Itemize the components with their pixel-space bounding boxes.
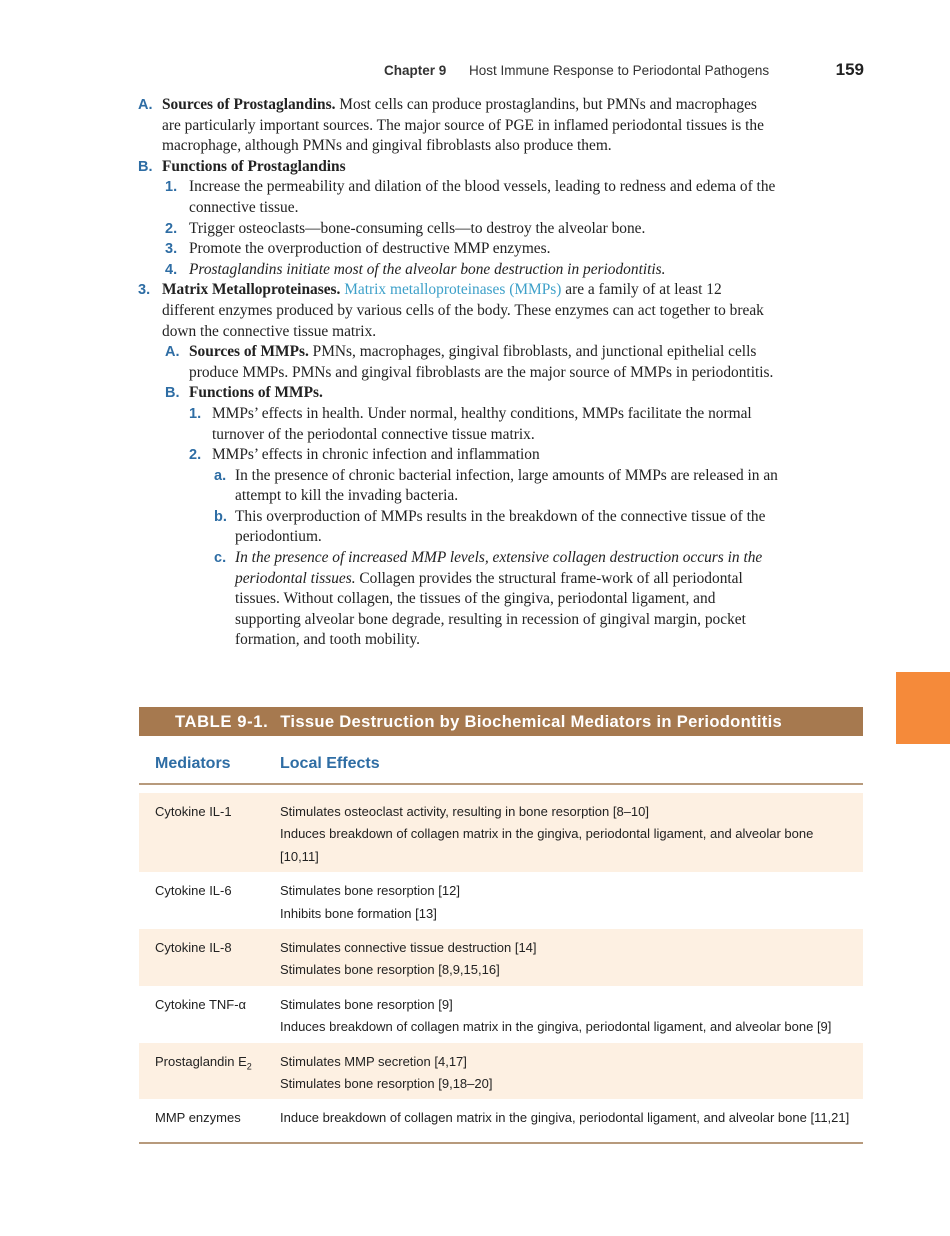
table-body (139, 793, 863, 1134)
item-heading: Functions of MMPs. (189, 384, 323, 402)
item-text: In the presence of chronic bacterial infection, large amounts of MMPs are released in an attempt to kill the invading bacteria. (235, 466, 778, 505)
effect-line: Stimulates bone resorption [9] (280, 996, 453, 1012)
list-marker: 1. (189, 405, 202, 422)
effect-line: Induce breakdown of collagen matrix in the gingiva, periodontal ligament, and alveolar bone [11,21] (280, 1110, 850, 1126)
local-effects-cell (280, 937, 850, 982)
list-item (138, 239, 778, 260)
list-item (138, 507, 778, 548)
effect-line: Stimulates bone resorption [9,18–20] (280, 1076, 493, 1092)
list-marker: 2. (189, 447, 202, 464)
running-header (384, 61, 864, 83)
mediator-cell: MMP enzymes (155, 1110, 241, 1126)
list-marker: c. (214, 550, 227, 567)
list-item-functions-prostaglandins (138, 157, 778, 178)
table-bottom-rule (139, 1142, 863, 1144)
local-effects-cell (280, 801, 850, 868)
list-marker: 3. (165, 241, 178, 258)
table-9-1 (139, 707, 863, 1144)
table-header-row (139, 749, 863, 785)
table-row (139, 986, 863, 1043)
list-marker: 3. (138, 282, 151, 299)
item-text: Prostaglandins initiate most of the alveolar bone destruction in periodontitis. (189, 260, 666, 278)
table-row (139, 1099, 863, 1133)
effect-line: Induces breakdown of collagen matrix in the gingiva, periodontal ligament, and alveolar bone [9] (280, 1019, 832, 1035)
mediator-cell: Cytokine IL-8 (155, 940, 232, 956)
item-text: Trigger osteoclasts—bone-consuming cells—to destroy the alveolar bone. (189, 219, 646, 237)
list-item-sources-prostaglandins (138, 95, 778, 157)
list-marker: b. (214, 508, 227, 525)
column-header-local-effects: Local Effects (280, 755, 380, 772)
item-text-italic: In the presence of increased MMP levels, extensive collagen destruction occurs in the periodontal tissues. (235, 549, 763, 587)
effect-line: Stimulates osteoclast activity, resulting in bone resorption [8–10] (280, 804, 650, 819)
list-item (138, 260, 778, 281)
mediator-subscript: 2 (246, 1061, 252, 1072)
list-item (138, 466, 778, 507)
list-item (138, 177, 778, 218)
table-title-bar (139, 707, 863, 736)
list-marker: A. (165, 344, 180, 361)
item-heading: Sources of Prostaglandins. (162, 96, 336, 113)
column-header-mediators: Mediators (155, 755, 231, 772)
list-item (138, 404, 778, 445)
list-item-functions-mmps (138, 383, 778, 404)
glossary-term-mmps[interactable]: Matrix metalloproteinases (MMPs) (344, 281, 562, 299)
list-item-sources-mmps (138, 342, 778, 383)
item-text: PMNs, macrophages, gingival fibroblasts, and junctional epithelial cells produce MMPs. PMNs and gingival fibroblasts are the major source of MMPs in periodontitis. (189, 343, 774, 381)
table-row (139, 1043, 863, 1100)
item-text: are a family of at least 12 different enzymes produced by various cells of the body. These enzymes can act together to break down the connective tissue matrix. (162, 281, 764, 340)
effect-line: Inhibits bone formation [13] (280, 905, 437, 921)
local-effects-cell (280, 1051, 850, 1096)
item-heading: Sources of MMPs. (189, 343, 309, 361)
effect-line: Induces breakdown of collagen matrix in the gingiva, periodontal ligament, and alveolar bone [10,11] (280, 826, 814, 864)
table-row (139, 929, 863, 986)
effect-line: Stimulates bone resorption [8,9,15,16] (280, 962, 500, 978)
page-number: 159 (835, 60, 864, 79)
effect-line: Stimulates bone resorption [12] (280, 883, 460, 899)
list-item (138, 219, 778, 240)
list-marker: A. (138, 97, 153, 113)
chapter-title: Host Immune Response to Periodontal Pathogens (469, 63, 770, 78)
mediator-cell: Cytokine TNF-α (155, 996, 247, 1012)
local-effects-cell (280, 880, 850, 925)
item-text: Collagen provides the structural frame-work of all periodontal tissues. Without collagen, the tissues of the gingiva, periodontal ligament, and supporting alveolar bone degrade, resulting in recession of gingival margin, pocket formation, and tooth mobility. (235, 569, 746, 649)
list-marker: 2. (165, 220, 178, 237)
chapter-thumb-tab (896, 672, 950, 744)
effect-line: Stimulates connective tissue destruction [14] (280, 940, 537, 956)
item-heading: Functions of Prostaglandins (162, 157, 346, 175)
mediator-cell: Cytokine IL-6 (155, 883, 232, 899)
list-marker: B. (138, 158, 153, 175)
local-effects-cell (280, 994, 850, 1039)
body-text (138, 95, 778, 651)
list-marker: 1. (165, 179, 178, 196)
table-row (139, 872, 863, 929)
effect-line: Stimulates MMP secretion [4,17] (280, 1053, 467, 1069)
mediator-cell: Prostaglandin $E_2$ (155, 1053, 252, 1072)
section-matrix-metalloproteinases (138, 280, 778, 342)
mediator-cell: Cytokine IL-1 (155, 804, 232, 819)
item-text: This overproduction of MMPs results in the breakdown of the connective tissue of the periodontium. (235, 507, 766, 546)
item-text: Promote the overproduction of destructive MMP enzymes. (189, 240, 551, 258)
item-heading: Matrix Metalloproteinases. (162, 281, 341, 299)
chapter-label: Chapter 9 (384, 63, 447, 78)
list-marker: a. (214, 467, 227, 484)
table-row (139, 793, 863, 872)
item-text: MMPs’ effects in health. Under normal, healthy conditions, MMPs facilitate the normal turnover of the periodontal connective tissue matrix. (212, 404, 752, 443)
list-marker: 4. (165, 261, 178, 278)
item-text: MMPs’ effects in chronic infection and inflammation (212, 446, 540, 464)
item-text: Increase the permeability and dilation of the blood vessels, leading to redness and edema of the connective tissue. (189, 178, 776, 216)
table-number: TABLE 9-1. (175, 712, 269, 731)
list-item (138, 445, 778, 466)
table-title: Tissue Destruction by Biochemical Mediators in Periodontitis (280, 712, 783, 731)
local-effects-cell (280, 1107, 850, 1129)
item-text: Most cells can produce prostaglandins, but PMNs and macrophages are particularly important sources. The major source of PGE in inflamed periodontal tissues is the macrophage, although PMNs and gingival fibroblasts also produce them. (162, 96, 764, 155)
list-item (138, 548, 778, 651)
list-marker: B. (165, 385, 180, 402)
